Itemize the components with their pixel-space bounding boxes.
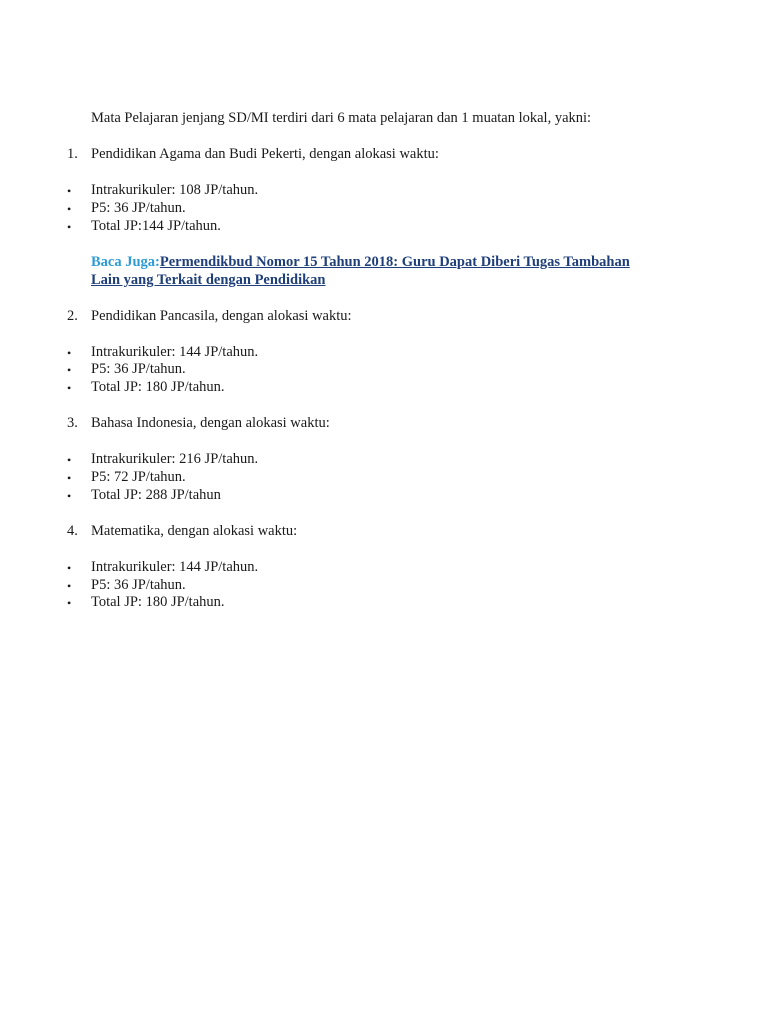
bullet-icon bbox=[67, 577, 71, 595]
intro-text: Mata Pelajaran jenjang SD/MI terdiri dari 6 mata pelajaran dan 1 muatan lokal, yakni: bbox=[91, 110, 592, 126]
bullet-icon bbox=[67, 344, 71, 362]
subject-title: Pendidikan Agama dan Budi Pekerti, dengan alokasi waktu: bbox=[91, 146, 439, 162]
list-number: 1. bbox=[67, 146, 78, 162]
list-item: Total JP: 180 JP/tahun. bbox=[91, 594, 225, 610]
baca-juga-line2 bbox=[91, 271, 326, 289]
baca-juga-label: Baca Juga: bbox=[91, 254, 160, 270]
list-item: P5: 72 JP/tahun. bbox=[91, 469, 186, 485]
subject-title: Matematika, dengan alokasi waktu: bbox=[91, 523, 298, 539]
list-item: Total JP: 180 JP/tahun. bbox=[91, 379, 225, 395]
bullet-icon bbox=[67, 200, 71, 218]
bullet-icon bbox=[67, 559, 71, 577]
bullet-icon bbox=[67, 361, 71, 379]
subject-title: Bahasa Indonesia, dengan alokasi waktu: bbox=[91, 415, 330, 431]
baca-juga-line1 bbox=[91, 253, 630, 271]
list-item: Total JP:144 JP/tahun. bbox=[91, 218, 221, 234]
bullet-icon bbox=[67, 487, 71, 505]
list-number: 4. bbox=[67, 523, 78, 539]
related-article-link-continued[interactable]: Lain yang Terkait dengan Pendidikan bbox=[91, 272, 326, 288]
bullet-icon bbox=[67, 469, 71, 487]
related-article-link[interactable]: Permendikbud Nomor 15 Tahun 2018: Guru Dapat Diberi Tugas Tambahan bbox=[159, 254, 630, 270]
list-item: Intrakurikuler: 144 JP/tahun. bbox=[91, 344, 259, 360]
list-item: Intrakurikuler: 144 JP/tahun. bbox=[91, 559, 259, 575]
list-item: Intrakurikuler: 108 JP/tahun. bbox=[91, 182, 259, 198]
bullet-icon bbox=[67, 218, 71, 236]
list-number: 2. bbox=[67, 308, 78, 324]
list-item: P5: 36 JP/tahun. bbox=[91, 361, 186, 377]
list-item: P5: 36 JP/tahun. bbox=[91, 577, 186, 593]
list-number: 3. bbox=[67, 415, 78, 431]
list-item: Total JP: 288 JP/tahun bbox=[91, 487, 221, 503]
bullet-icon bbox=[67, 594, 71, 612]
bullet-icon bbox=[67, 182, 71, 200]
subject-title: Pendidikan Pancasila, dengan alokasi waktu: bbox=[91, 308, 352, 324]
bullet-icon bbox=[67, 451, 71, 469]
list-item: Intrakurikuler: 216 JP/tahun. bbox=[91, 451, 259, 467]
bullet-icon bbox=[67, 379, 71, 397]
list-item: P5: 36 JP/tahun. bbox=[91, 200, 186, 216]
